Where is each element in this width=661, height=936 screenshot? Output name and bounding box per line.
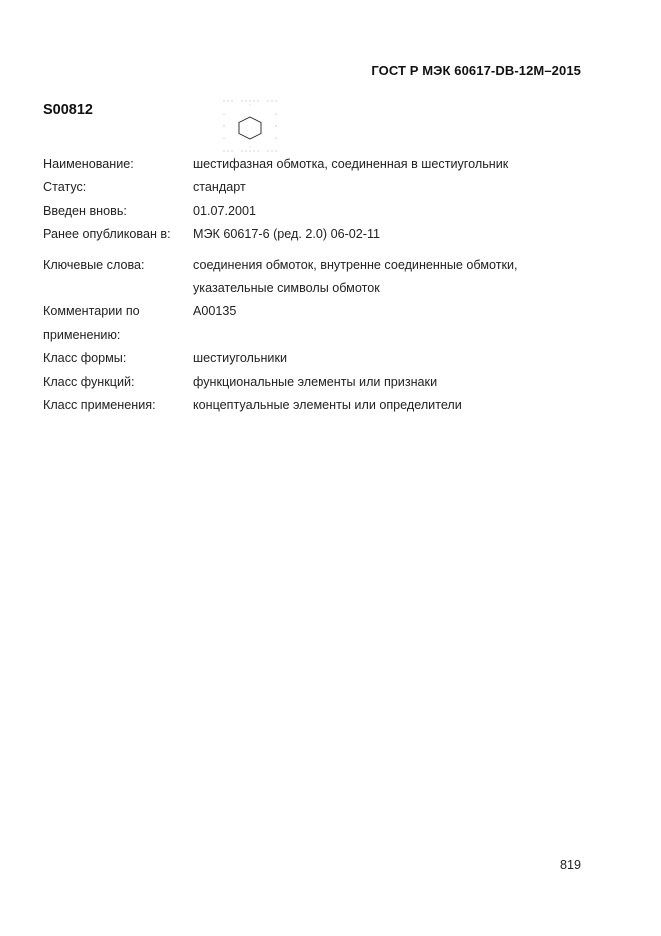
attr-label (43, 300, 193, 347)
attr-value (193, 200, 603, 223)
attr-row-function-class (43, 371, 603, 394)
attr-value-line: шестифазная обмотка, соединенная в шестиугольник (193, 157, 509, 171)
attr-value-line: шестиугольники (193, 351, 287, 366)
attr-row-application-class (43, 394, 603, 417)
attr-value-line: МЭК 60617-6 (ред. 2.0) 06-02-11 (193, 227, 381, 242)
attr-value-line: указательные символы обмоток (193, 281, 380, 296)
attr-label: Введен вновь: (43, 203, 127, 218)
attr-label: Ключевые слова: (43, 257, 145, 272)
attr-value (193, 347, 603, 370)
attr-label-line: применению: (43, 327, 121, 342)
attr-row-introduced (43, 200, 603, 223)
attr-row-previously-published (43, 223, 603, 246)
attr-row-name (43, 153, 603, 176)
attribute-table (43, 153, 603, 417)
attr-value-line: соединения обмоток, внутренне соединенные обмотки, (193, 257, 518, 272)
page-number: 819 (559, 858, 581, 872)
attr-label: Ранее опубликован в: (43, 227, 171, 242)
attr-value-line: стандарт (193, 180, 246, 195)
attr-value (193, 300, 603, 347)
attr-value (193, 176, 603, 199)
attr-value (193, 254, 603, 301)
attr-value-line: концептуальные элементы или определители (193, 398, 462, 413)
attr-row-shape-class (43, 347, 603, 370)
attr-row-status (43, 176, 603, 199)
attr-value-line: функциональные элементы или признаки (193, 374, 438, 389)
attr-value (193, 223, 603, 246)
attr-label-line: Комментарии по (43, 304, 140, 319)
attr-value (193, 394, 603, 417)
attr-value (193, 371, 603, 394)
attr-label: Класс функций: (43, 374, 135, 389)
attr-label: Наименование: (43, 157, 134, 171)
attr-value (193, 153, 603, 176)
attr-value-line: 01.07.2001 (193, 203, 257, 218)
standard-title: ГОСТ Р МЭК 60617-DB-12M–2015 (371, 63, 581, 78)
attr-row-keywords (43, 254, 603, 301)
attr-label: Статус: (43, 180, 87, 195)
symbol-graphic (223, 100, 277, 152)
attr-label: Класс применения: (43, 398, 156, 413)
attr-label: Класс формы: (43, 351, 127, 366)
attr-row-application-notes (43, 300, 603, 347)
attr-value-line: A00135 (193, 304, 237, 319)
hexagon-icon (223, 100, 277, 152)
symbol-id: S00812 (43, 102, 93, 118)
